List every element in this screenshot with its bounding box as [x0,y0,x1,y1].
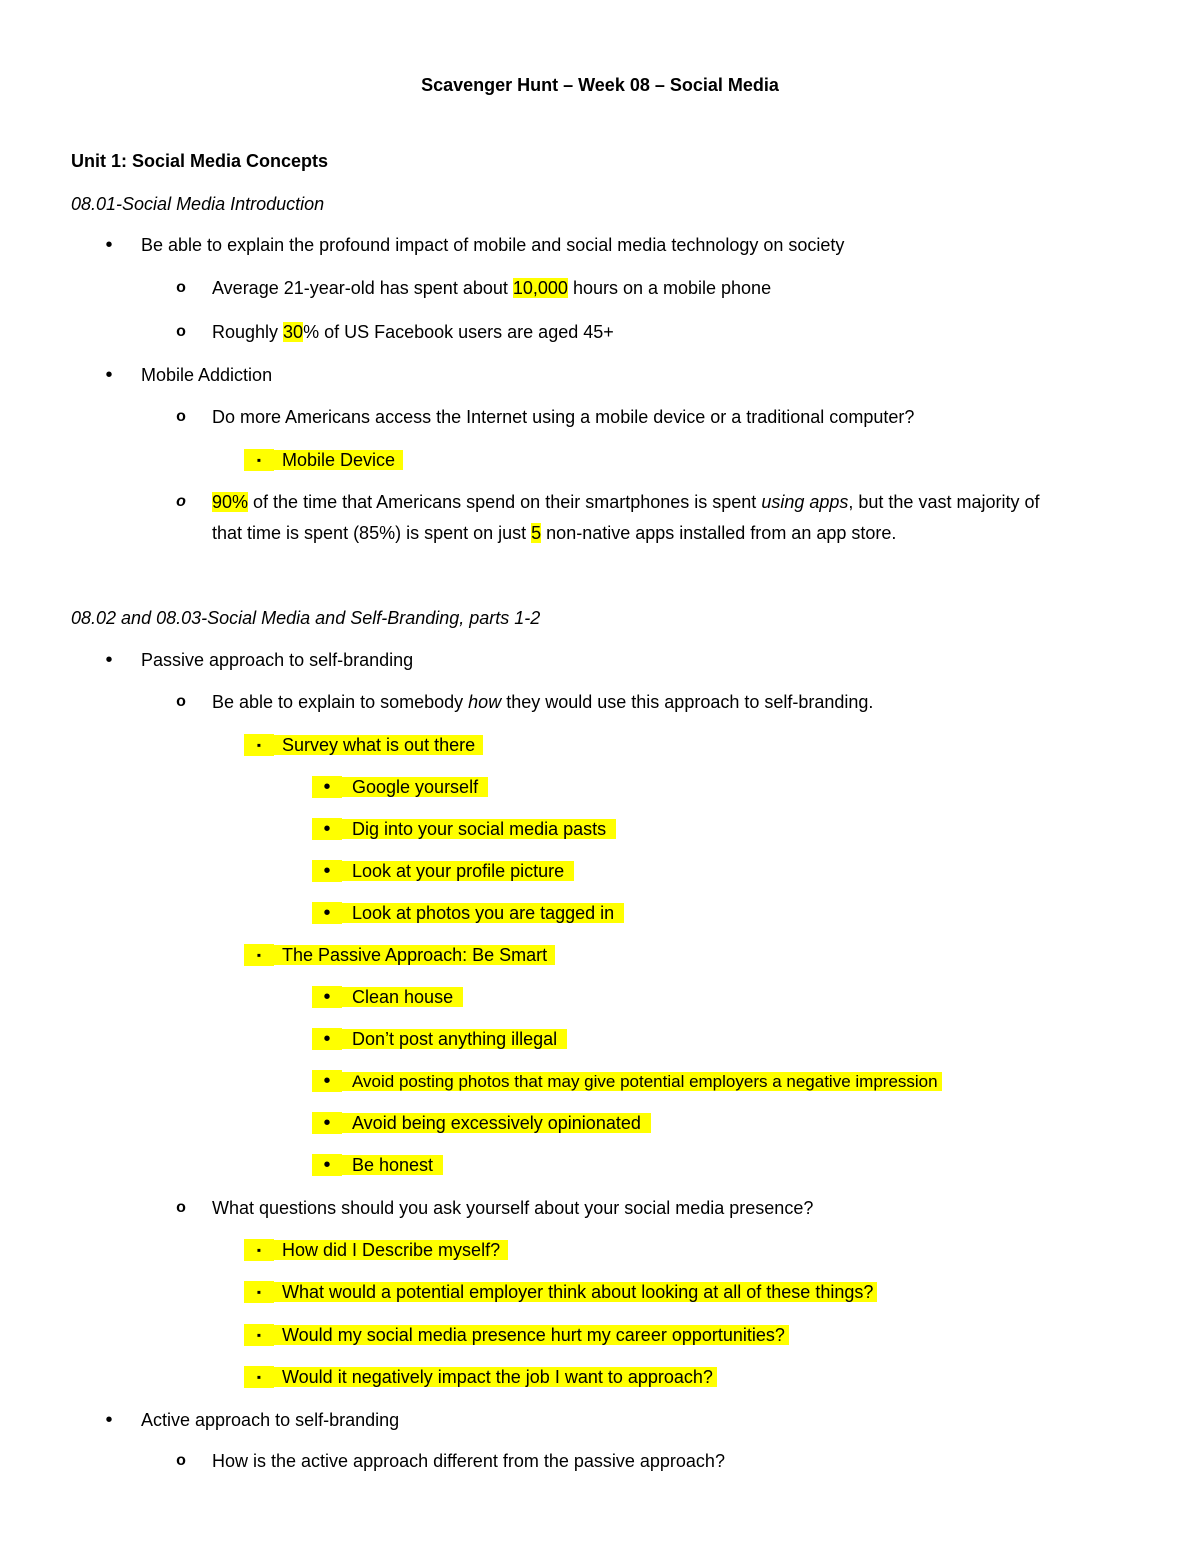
bullet-marker: • [312,902,342,924]
sub-item [212,691,873,713]
circle-marker: o [176,493,186,510]
square-marker: ▪ [244,1324,274,1346]
circle-marker: o [176,1199,186,1216]
bullet-marker: • [312,776,342,798]
square-marker: ▪ [244,1281,274,1303]
section-heading-0801: 08.01-Social Media Introduction [71,194,325,214]
highlighted-answer: Google yourself [342,777,488,797]
bullet-marker: • [312,860,342,882]
text-run: Average 21-year-old has spent about [212,278,513,298]
highlighted-answer: The Passive Approach: Be Smart [274,945,555,965]
bullet-marker: • [105,1409,113,1431]
bullet-marker: • [105,234,113,256]
answer-item [274,1324,789,1346]
highlighted-answer: Look at photos you are tagged in [342,903,624,923]
highlighted-answer: Avoid being excessively opinionated [342,1113,651,1133]
highlighted-answer: Would it negatively impact the job I want to approach? [274,1367,717,1387]
highlighted-answer: Dig into your social media pasts [342,819,616,839]
answer-item [342,1112,651,1134]
bullet-marker: • [312,1070,342,1092]
text-run: % of US Facebook users are aged 45+ [303,322,614,342]
text-run: that time is spent (85%) is spent on just [212,523,532,543]
highlighted-answer: Avoid posting photos that may give potential employers a negative impression [342,1072,942,1091]
answer-item [274,449,403,471]
highlighted-answer: What would a potential employer think about looking at all of these things? [274,1282,877,1302]
bullet-marker: • [105,364,113,386]
answer-item [274,1366,717,1388]
answer-item [274,1281,877,1303]
bullet-marker: • [312,986,342,1008]
highlighted-answer: 5 [531,523,542,543]
circle-marker: o [176,408,186,425]
bullet-marker: • [312,1112,342,1134]
highlighted-answer: How did I Describe myself? [274,1240,508,1260]
bullet-item: Passive approach to self-branding [141,650,414,670]
answer-item [342,1070,942,1092]
text-run: non-native apps installed from an app store. [541,523,897,543]
square-marker: ▪ [244,944,274,966]
bullet-marker: • [312,1028,342,1050]
highlighted-answer: Survey what is out there [274,735,483,755]
sub-item: How is the active approach different from the passive approach? [212,1451,725,1471]
highlighted-answer: Would my social media presence hurt my career opportunities? [274,1325,789,1345]
text-run: they would use this approach to self-branding. [501,692,874,712]
bullet-item: Mobile Addiction [141,365,273,385]
text-run: using apps [761,492,849,512]
highlighted-answer: 30 [283,322,304,342]
sub-item-continuation [212,522,896,544]
text-run: hours on a mobile phone [567,278,772,298]
answer-item [342,1028,567,1050]
bullet-item: Active approach to self-branding [141,1410,400,1430]
highlighted-answer: 90% [212,492,249,512]
square-marker: ▪ [244,1239,274,1261]
answer-item [342,776,488,798]
sub-item: What questions should you ask yourself about your social media presence? [212,1198,814,1218]
highlighted-answer: 10,000 [512,278,568,298]
circle-marker: o [176,1452,186,1469]
highlighted-answer: Mobile Device [274,450,403,470]
bullet-marker: • [312,1154,342,1176]
section-heading-0802: 08.02 and 08.03-Social Media and Self-Branding, parts 1-2 [71,608,541,628]
sub-item [212,321,614,343]
sub-item: Do more Americans access the Internet using a mobile device or a traditional computer? [212,407,915,427]
answer-item [342,860,574,882]
answer-item [342,818,616,840]
text-run: , but the vast majority of [848,492,1040,512]
document-title: Scavenger Hunt – Week 08 – Social Media [421,75,779,95]
circle-marker: o [176,323,186,340]
bullet-marker: • [105,649,113,671]
circle-marker: o [176,693,186,710]
answer-item [274,1239,508,1261]
answer-item [342,1154,443,1176]
square-marker: ▪ [244,449,274,471]
answer-item [274,944,555,966]
highlighted-answer: Look at your profile picture [342,861,574,881]
square-marker: ▪ [244,1366,274,1388]
text-run: Be able to explain to somebody [212,692,469,712]
highlighted-answer: Don’t post anything illegal [342,1029,567,1049]
bullet-marker: • [312,818,342,840]
sub-item [212,491,1039,513]
text-run: of the time that Americans spend on their smartphones is spent [248,492,762,512]
bullet-item: Be able to explain the profound impact of mobile and social media technology on society [141,235,845,255]
answer-item [274,734,483,756]
answer-item [342,986,463,1008]
answer-item [342,902,624,924]
circle-marker: o [176,279,186,296]
unit-heading: Unit 1: Social Media Concepts [71,151,329,171]
text-run: how [468,692,502,712]
sub-item [212,277,771,299]
text-run: Roughly [212,322,284,342]
highlighted-answer: Clean house [342,987,463,1007]
highlighted-answer: Be honest [342,1155,443,1175]
square-marker: ▪ [244,734,274,756]
